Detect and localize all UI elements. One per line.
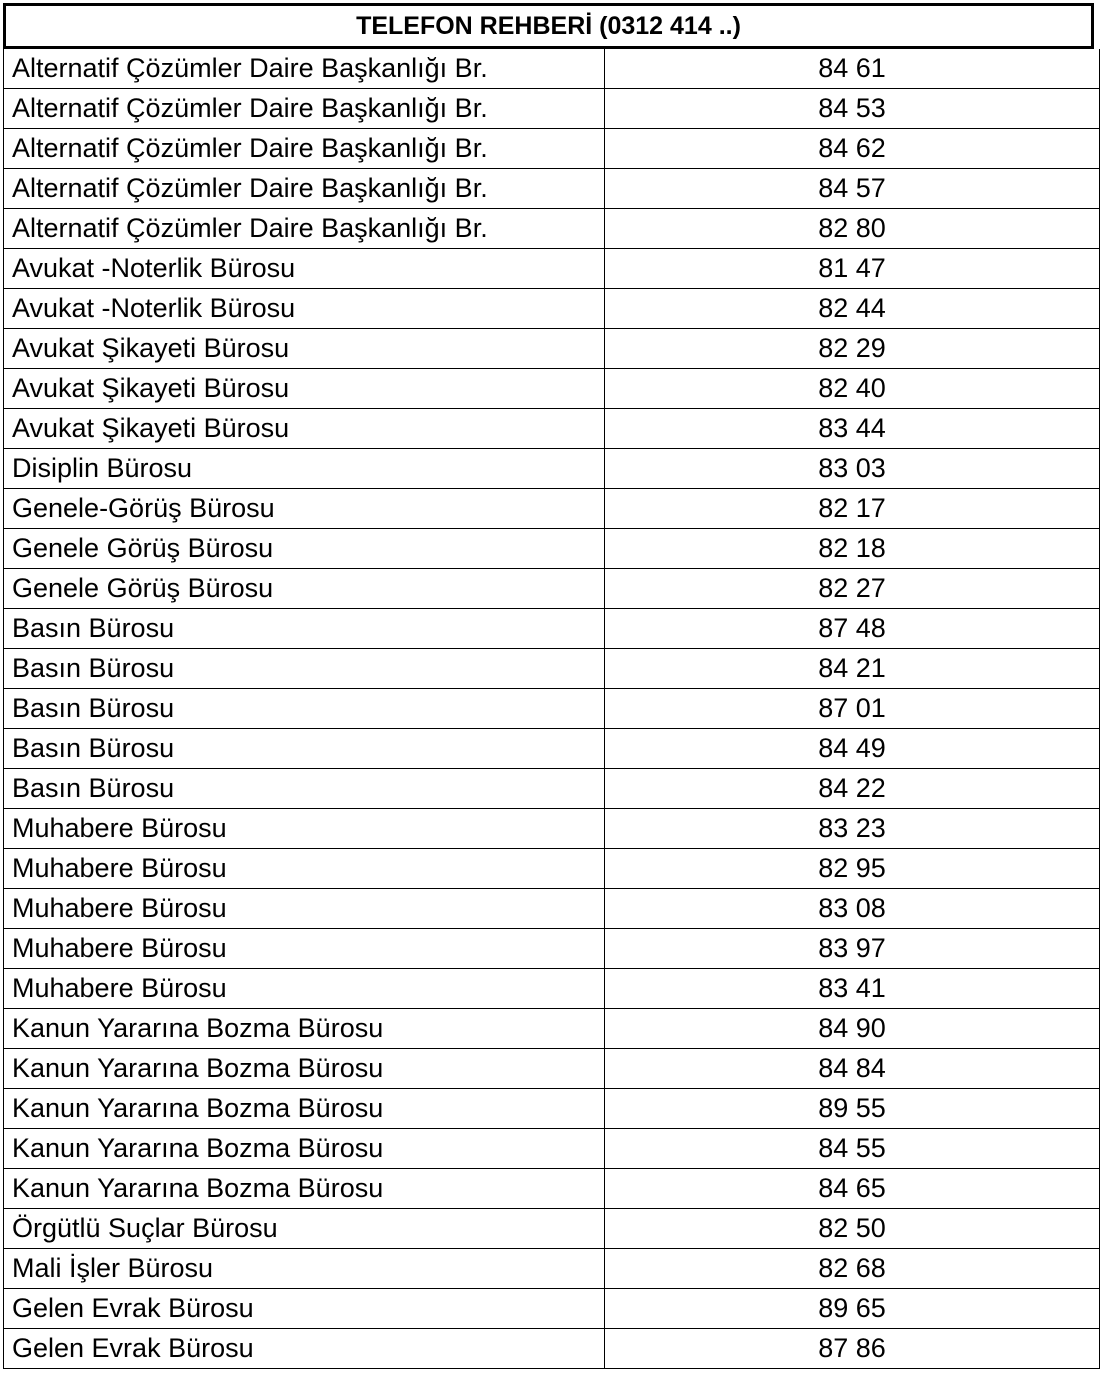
phone-extension-cell: 83 03 (605, 449, 1100, 489)
office-name-cell: Alternatif Çözümler Daire Başkanlığı Br. (4, 209, 605, 249)
office-name-cell: Kanun Yararına Bozma Bürosu (4, 1129, 605, 1169)
phone-extension-cell: 84 90 (605, 1009, 1100, 1049)
phone-extension-cell: 84 65 (605, 1169, 1100, 1209)
table-row (4, 1009, 1100, 1049)
phone-directory-sheet (3, 3, 1094, 1369)
table-row (4, 1249, 1100, 1289)
table-row (4, 889, 1100, 929)
phone-extension-cell: 82 27 (605, 569, 1100, 609)
phone-extension-cell: 82 40 (605, 369, 1100, 409)
office-name-cell: Basın Bürosu (4, 769, 605, 809)
table-row (4, 129, 1100, 169)
office-name-cell: Muhabere Bürosu (4, 969, 605, 1009)
phone-extension-cell: 81 47 (605, 249, 1100, 289)
phone-extension-cell: 84 21 (605, 649, 1100, 689)
office-name-cell: Alternatif Çözümler Daire Başkanlığı Br. (4, 49, 605, 89)
table-row (4, 249, 1100, 289)
table-row (4, 809, 1100, 849)
office-name-cell: Avukat -Noterlik Bürosu (4, 249, 605, 289)
office-name-cell: Basın Bürosu (4, 729, 605, 769)
table-row (4, 169, 1100, 209)
office-name-cell: Avukat Şikayeti Bürosu (4, 369, 605, 409)
office-name-cell: Gelen Evrak Bürosu (4, 1289, 605, 1329)
phone-extension-cell: 84 57 (605, 169, 1100, 209)
office-name-cell: Mali İşler Bürosu (4, 1249, 605, 1289)
office-name-cell: Genele-Görüş Bürosu (4, 489, 605, 529)
table-row (4, 289, 1100, 329)
directory-table (3, 49, 1100, 1369)
office-name-cell: Alternatif Çözümler Daire Başkanlığı Br. (4, 129, 605, 169)
directory-rows (4, 49, 1100, 1369)
office-name-cell: Kanun Yararına Bozma Bürosu (4, 1089, 605, 1129)
table-row (4, 729, 1100, 769)
phone-extension-cell: 87 48 (605, 609, 1100, 649)
phone-extension-cell: 82 44 (605, 289, 1100, 329)
table-row (4, 209, 1100, 249)
phone-extension-cell: 84 53 (605, 89, 1100, 129)
phone-extension-cell: 83 08 (605, 889, 1100, 929)
phone-extension-cell: 82 18 (605, 529, 1100, 569)
office-name-cell: Kanun Yararına Bozma Bürosu (4, 1009, 605, 1049)
office-name-cell: Basın Bürosu (4, 689, 605, 729)
table-row (4, 89, 1100, 129)
table-row (4, 489, 1100, 529)
phone-extension-cell: 83 23 (605, 809, 1100, 849)
office-name-cell: Basın Bürosu (4, 649, 605, 689)
office-name-cell: Muhabere Bürosu (4, 809, 605, 849)
office-name-cell: Avukat Şikayeti Bürosu (4, 409, 605, 449)
office-name-cell: Alternatif Çözümler Daire Başkanlığı Br. (4, 89, 605, 129)
table-row (4, 1089, 1100, 1129)
phone-extension-cell: 84 22 (605, 769, 1100, 809)
phone-extension-cell: 87 01 (605, 689, 1100, 729)
table-row (4, 609, 1100, 649)
office-name-cell: Disiplin Bürosu (4, 449, 605, 489)
phone-extension-cell: 82 17 (605, 489, 1100, 529)
office-name-cell: Örgütlü Suçlar Bürosu (4, 1209, 605, 1249)
phone-extension-cell: 83 44 (605, 409, 1100, 449)
table-row (4, 769, 1100, 809)
table-row (4, 969, 1100, 1009)
table-row (4, 1049, 1100, 1089)
phone-extension-cell: 82 29 (605, 329, 1100, 369)
table-row (4, 929, 1100, 969)
table-row (4, 529, 1100, 569)
table-row (4, 369, 1100, 409)
office-name-cell: Muhabere Bürosu (4, 929, 605, 969)
office-name-cell: Gelen Evrak Bürosu (4, 1329, 605, 1369)
table-row (4, 449, 1100, 489)
phone-extension-cell: 84 55 (605, 1129, 1100, 1169)
office-name-cell: Kanun Yararına Bozma Bürosu (4, 1169, 605, 1209)
phone-extension-cell: 87 86 (605, 1329, 1100, 1369)
phone-extension-cell: 82 50 (605, 1209, 1100, 1249)
table-row (4, 689, 1100, 729)
directory-title: TELEFON REHBERİ (0312 414 ..) (3, 3, 1094, 49)
office-name-cell: Avukat Şikayeti Bürosu (4, 329, 605, 369)
office-name-cell: Genele Görüş Bürosu (4, 569, 605, 609)
phone-extension-cell: 84 62 (605, 129, 1100, 169)
table-row (4, 409, 1100, 449)
office-name-cell: Muhabere Bürosu (4, 889, 605, 929)
table-row (4, 1169, 1100, 1209)
office-name-cell: Genele Görüş Bürosu (4, 529, 605, 569)
table-row (4, 1129, 1100, 1169)
table-row (4, 1329, 1100, 1369)
phone-extension-cell: 83 41 (605, 969, 1100, 1009)
office-name-cell: Muhabere Bürosu (4, 849, 605, 889)
phone-extension-cell: 83 97 (605, 929, 1100, 969)
table-row (4, 1289, 1100, 1329)
phone-extension-cell: 89 55 (605, 1089, 1100, 1129)
phone-extension-cell: 84 84 (605, 1049, 1100, 1089)
table-row (4, 649, 1100, 689)
office-name-cell: Alternatif Çözümler Daire Başkanlığı Br. (4, 169, 605, 209)
phone-extension-cell: 89 65 (605, 1289, 1100, 1329)
phone-extension-cell: 82 80 (605, 209, 1100, 249)
office-name-cell: Basın Bürosu (4, 609, 605, 649)
table-row (4, 849, 1100, 889)
table-row (4, 329, 1100, 369)
table-row (4, 569, 1100, 609)
phone-extension-cell: 84 49 (605, 729, 1100, 769)
phone-extension-cell: 82 95 (605, 849, 1100, 889)
table-row (4, 1209, 1100, 1249)
table-row (4, 49, 1100, 89)
phone-extension-cell: 84 61 (605, 49, 1100, 89)
office-name-cell: Avukat -Noterlik Bürosu (4, 289, 605, 329)
phone-extension-cell: 82 68 (605, 1249, 1100, 1289)
office-name-cell: Kanun Yararına Bozma Bürosu (4, 1049, 605, 1089)
